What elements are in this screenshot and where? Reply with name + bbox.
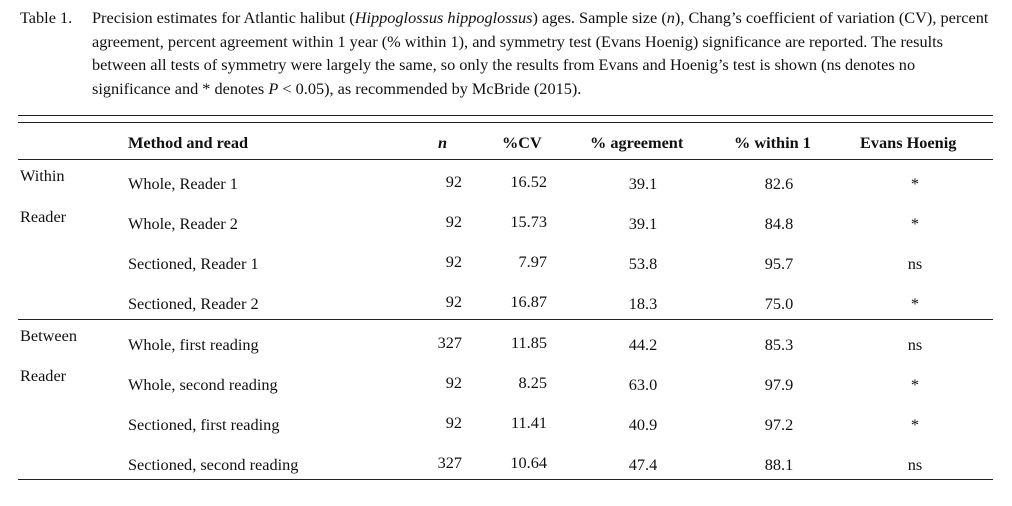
cell-evans-hoenig: ns	[907, 254, 923, 273]
cell-agreement: 53.8	[628, 254, 658, 273]
cell-method: Whole, Reader 1	[128, 174, 238, 193]
cell-n: 92	[445, 212, 462, 231]
cell-n: 327	[437, 333, 462, 352]
group-label-between-line1: Between	[20, 326, 77, 345]
cell-within1: 82.6	[764, 174, 794, 193]
cell-cv: 11.41	[510, 413, 547, 432]
caption-text-part: ), Chang’s coefficient of variation (CV), percent agreement, percent agreement within 1 year (% within 1), and symmetry test (Evans Hoenig) significance are reported. The results between all tests of symmetry were largely the same, so only the results from Evans and Hoenig’s test is shown (ns denotes no significance and * denotes	[92, 8, 989, 98]
cell-n: 92	[445, 373, 462, 392]
cell-within1: 84.8	[764, 214, 794, 233]
cell-within1: 97.2	[764, 415, 794, 434]
cell-evans-hoenig: ns	[907, 455, 923, 474]
cell-evans-hoenig: ns	[907, 335, 923, 354]
cell-within1: 88.1	[764, 455, 794, 474]
cell-agreement: 47.4	[628, 455, 658, 474]
cell-agreement: 63.0	[628, 375, 658, 394]
cell-method: Whole, Reader 2	[128, 214, 238, 233]
cell-within1: 97.9	[764, 375, 794, 394]
p-symbol: P	[268, 78, 279, 98]
cell-agreement: 44.2	[628, 335, 658, 354]
cell-agreement: 40.9	[628, 415, 658, 434]
header-evans-hoenig: Evans Hoenig	[860, 133, 957, 152]
cell-evans-hoenig: *	[910, 375, 920, 394]
caption-text-part: ) ages. Sample size (	[532, 8, 667, 27]
caption-label: Table 1.	[20, 8, 73, 27]
caption-text-part: < 0.05), as recommended by McBride (2015).	[278, 78, 582, 98]
cell-cv: 7.97	[518, 252, 547, 271]
cell-n: 327	[437, 453, 462, 472]
cell-evans-hoenig: *	[910, 294, 920, 313]
cell-n: 92	[445, 292, 462, 311]
cell-evans-hoenig: *	[910, 415, 920, 434]
cell-cv: 16.87	[510, 292, 547, 311]
cell-agreement: 18.3	[628, 294, 658, 313]
cell-n: 92	[445, 413, 462, 432]
cell-method: Sectioned, first reading	[128, 415, 280, 434]
header-cv: %CV	[502, 133, 542, 152]
header-agreement: % agreement	[590, 133, 684, 152]
cell-cv: 10.64	[510, 453, 547, 472]
cell-cv: 8.25	[518, 373, 547, 392]
cell-agreement: 39.1	[628, 214, 658, 233]
header-within1: % within 1	[734, 133, 811, 152]
table-caption	[20, 6, 995, 100]
cell-evans-hoenig: *	[910, 214, 920, 233]
group-rule	[18, 319, 993, 320]
top-rule-2	[18, 122, 993, 123]
cell-within1: 95.7	[764, 254, 794, 273]
cell-n: 92	[445, 172, 462, 191]
cell-method: Whole, second reading	[128, 375, 278, 394]
caption-text	[92, 6, 995, 100]
header-n: n	[438, 133, 448, 152]
cell-cv: 11.85	[510, 333, 547, 352]
cell-within1: 85.3	[764, 335, 794, 354]
species-name: Hippoglossus hippoglossus	[354, 8, 533, 27]
cell-method: Sectioned, Reader 1	[128, 254, 259, 273]
cell-method: Sectioned, Reader 2	[128, 294, 259, 313]
caption-text-part: Precision estimates for Atlantic halibut (	[92, 8, 355, 27]
group-label-within-line2: Reader	[20, 207, 67, 226]
cell-method: Whole, first reading	[128, 335, 259, 354]
group-label-within-line1: Within	[20, 166, 65, 185]
top-rule-1	[18, 115, 993, 116]
cell-method: Sectioned, second reading	[128, 455, 299, 474]
cell-evans-hoenig: *	[910, 174, 920, 193]
cell-cv: 15.73	[510, 212, 547, 231]
bottom-rule	[18, 479, 993, 480]
header-rule	[18, 159, 993, 160]
n-symbol: n	[666, 8, 675, 27]
group-label-between-line2: Reader	[20, 366, 67, 385]
cell-n: 92	[445, 252, 462, 271]
cell-agreement: 39.1	[628, 174, 658, 193]
cell-within1: 75.0	[764, 294, 794, 313]
header-method: Method and read	[128, 133, 249, 152]
cell-cv: 16.52	[510, 172, 547, 191]
